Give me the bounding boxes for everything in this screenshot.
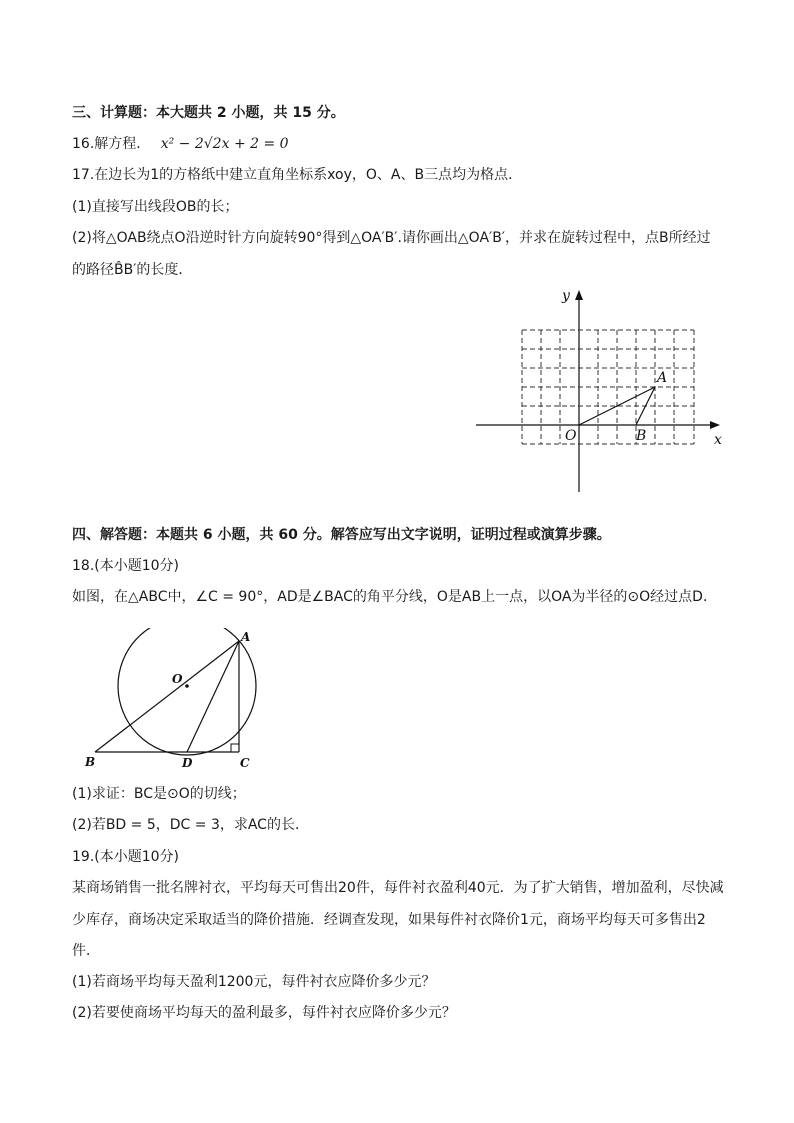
q18-header: 18.(本小题10分): [72, 558, 180, 574]
label-a: A: [241, 630, 251, 644]
q16-prefix: 16.解方程．: [72, 136, 151, 152]
q16-equation: x² − 2√2x + 2 = 0: [160, 136, 289, 152]
x-axis-label: x: [714, 432, 722, 448]
label-d: D: [182, 756, 193, 770]
segment-ab: [95, 641, 239, 752]
q18-stem: 如图，在△ABC中，∠C = 90°，AD是∠BAC的角平分线，O是AB上一点，以OA为半径的⊙O经过点D．: [72, 589, 717, 605]
label-o: O: [172, 672, 183, 686]
center-point: [185, 684, 189, 688]
point-b-label: B: [636, 428, 647, 444]
section3-heading: 三、计算题：本大题共 2 小题，共 15 分。: [72, 105, 345, 121]
q19-stem-line1: 某商场销售一批名牌衬衣，平均每天可售出20件，每件衬衣盈利40元．为了扩大销售，增加盈利，尽快减: [72, 880, 724, 896]
x-axis-arrow: [710, 421, 720, 429]
q17-stem: 17.在边长为1的方格纸中建立直角坐标系xoy，O、A、B三点均为格点．: [72, 167, 523, 183]
q19-header: 19.(本小题10分): [72, 849, 180, 865]
q17-part2-line1: (2)将△OAB绕点O沿逆时针方向旋转90°得到△OA′B′.请你画出△OA′B′，并求在旋转过程中，点B所经过: [72, 230, 711, 246]
q16-line: [72, 134, 289, 154]
segment-ad: [187, 641, 239, 752]
q17-coordinate-graph: [470, 282, 730, 497]
y-axis-arrow: [575, 290, 583, 300]
q18-part2: (2)若BD = 5，DC = 3，求AC的长．: [72, 817, 309, 833]
label-b: B: [85, 755, 96, 769]
origin-label: O: [565, 428, 577, 444]
q19-part2: (2)若要使商场平均每天的盈利最多，每件衬衣应降价多少元？: [72, 1005, 456, 1021]
label-c: C: [240, 756, 250, 770]
point-a-label: A: [657, 370, 668, 386]
q19-stem-line3: 件．: [72, 943, 100, 959]
right-angle-mark: [231, 744, 239, 752]
q18-circle-figure: [80, 628, 270, 773]
q19-stem-line2: 少库存，商场决定采取适当的降价措施．经调查发现，如果每件衬衣降价1元，商场平均每天可多售出2: [72, 912, 706, 928]
grid-lines: [522, 330, 694, 444]
q17-part2-line2: 的路径B̂B′的长度．: [72, 262, 193, 278]
q17-part1: (1)直接写出线段OB的长；: [72, 199, 239, 215]
circle-o: [118, 628, 256, 755]
q18-part1: (1)求证：BC是⊙O的切线；: [72, 786, 246, 802]
q19-part1: (1)若商场平均每天盈利1200元，每件衬衣应降价多少元？: [72, 974, 436, 990]
y-axis-label: y: [562, 288, 570, 304]
section4-heading: 四、解答题：本题共 6 小题，共 60 分。解答应写出文字说明，证明过程或演算步骤。: [72, 527, 611, 543]
